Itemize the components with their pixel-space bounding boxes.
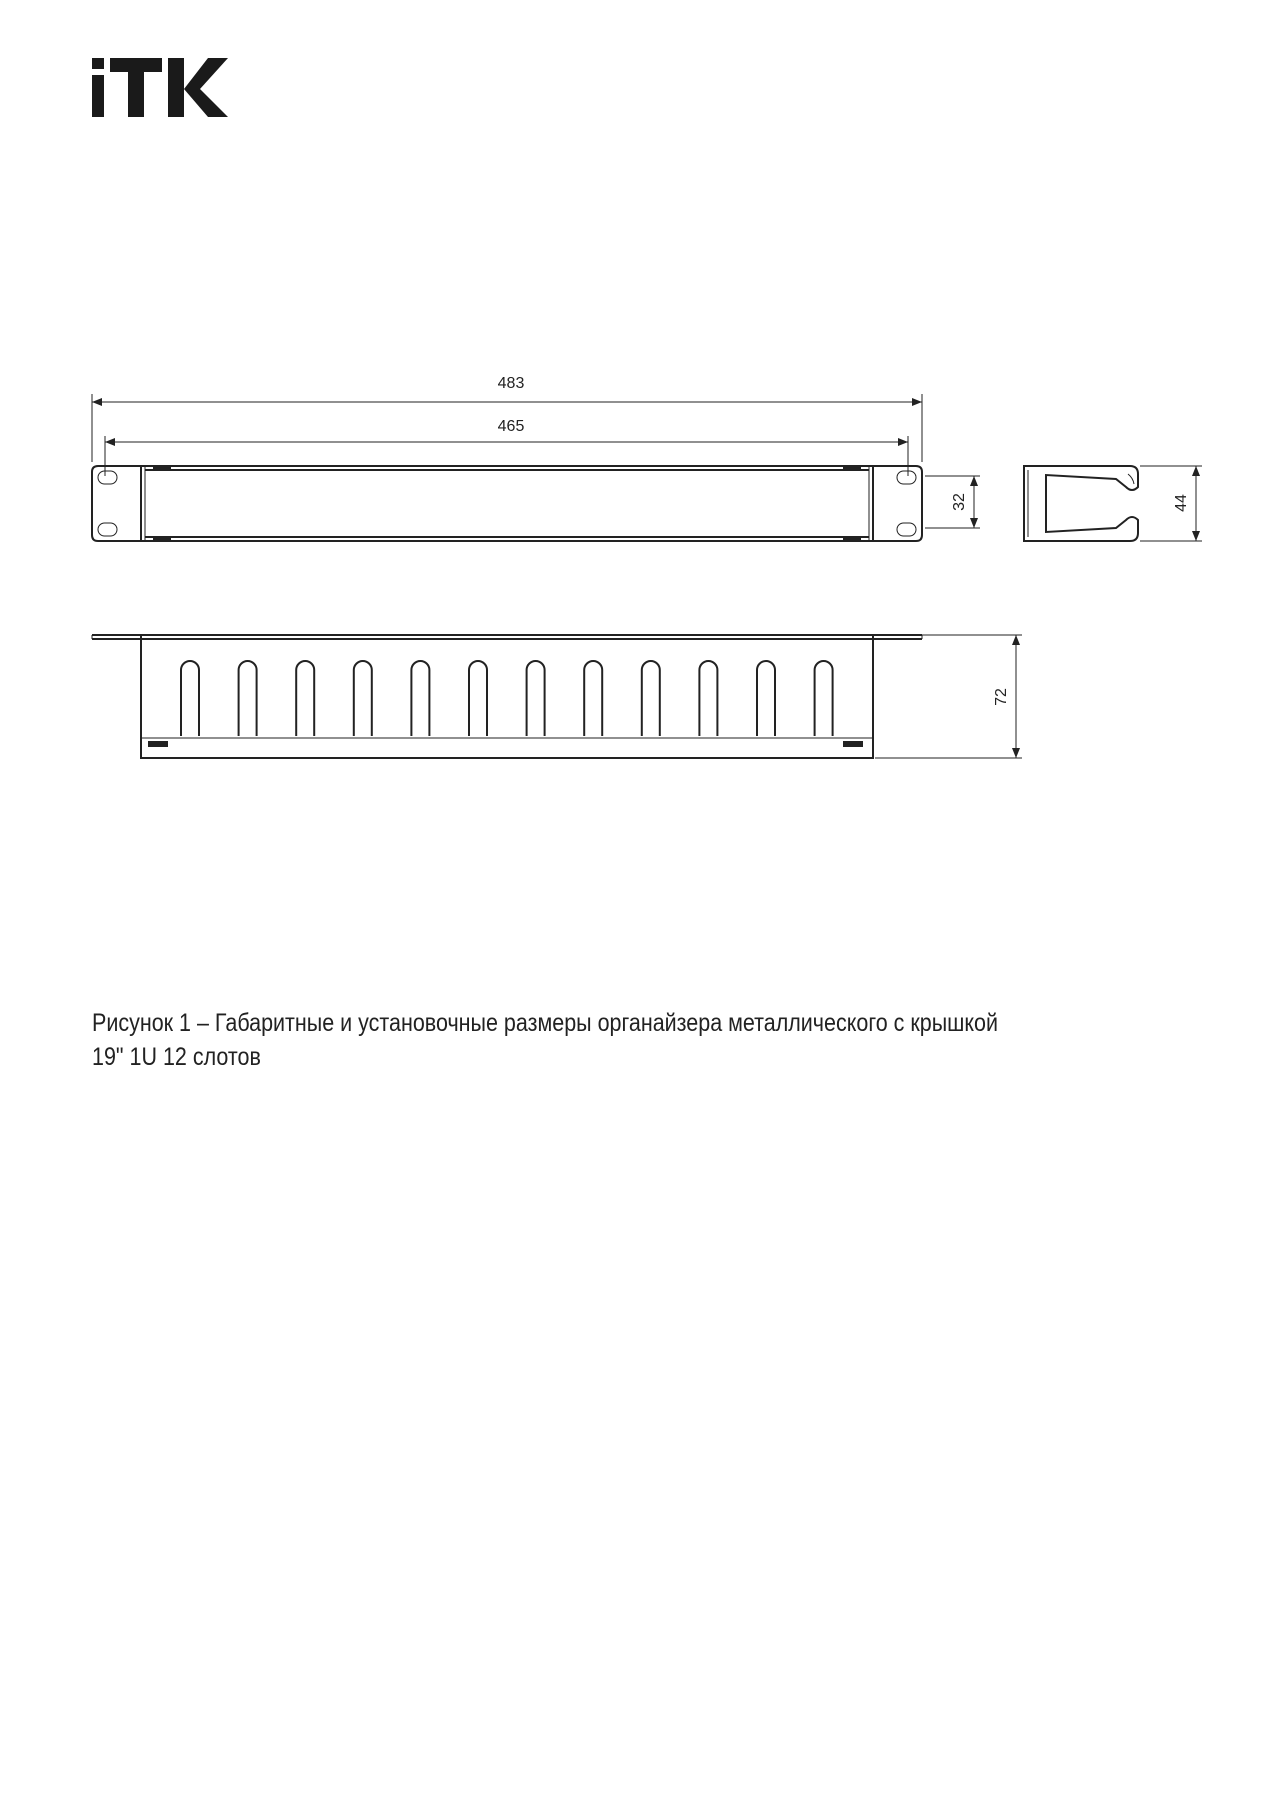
caption-line-2: 19" 1U 12 слотов <box>92 1043 261 1071</box>
cable-slot <box>699 661 717 736</box>
cable-slot <box>411 661 429 736</box>
cable-slot <box>584 661 602 736</box>
cable-slot <box>642 661 660 736</box>
cable-slot <box>239 661 257 736</box>
figure-caption <box>92 1006 1055 1074</box>
cable-slot <box>296 661 314 736</box>
cable-slot <box>815 661 833 736</box>
cable-slot <box>354 661 372 736</box>
top-view <box>92 635 1022 758</box>
technical-drawing <box>0 0 1280 820</box>
dim-label-465: 465 <box>497 418 525 435</box>
cable-slot <box>527 661 545 736</box>
dim-label-72: 72 <box>993 688 1010 706</box>
dim-label-44: 44 <box>1173 494 1190 512</box>
cable-slot <box>757 661 775 736</box>
front-view <box>92 394 980 541</box>
cable-slots <box>181 661 833 736</box>
cable-slot <box>469 661 487 736</box>
dim-label-32: 32 <box>951 493 968 511</box>
cable-slot <box>181 661 199 736</box>
caption-line-1: Рисунок 1 – Габаритные и установочные размеры органайзера металлического с крышкой <box>92 1009 999 1037</box>
dim-label-483: 483 <box>497 375 525 392</box>
